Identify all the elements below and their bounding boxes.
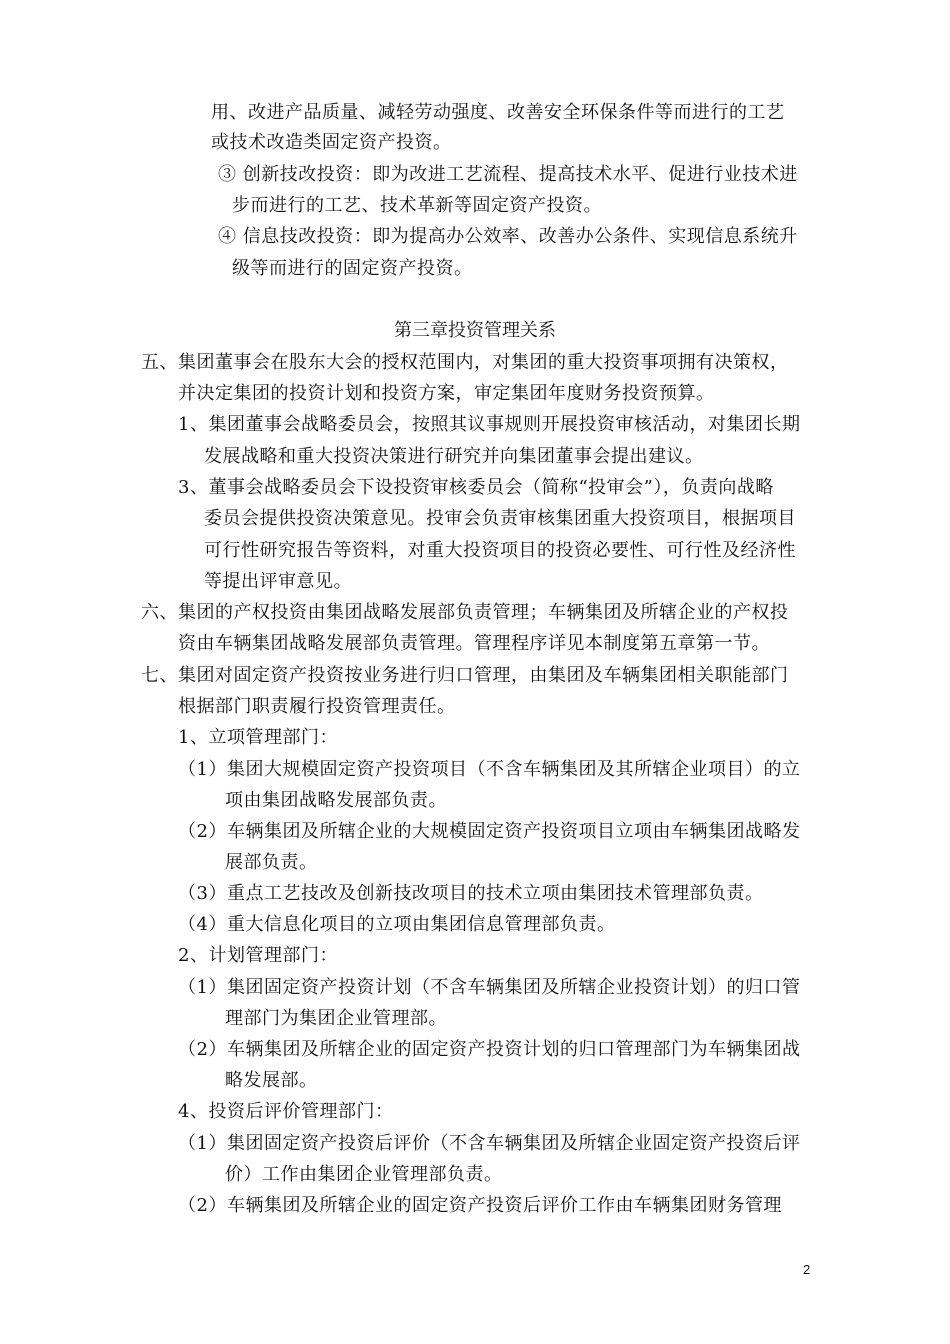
- section-5-item-3-line: 可行性研究报告等资料，对重大投资项目的投资必要性、可行性及经济性: [204, 540, 796, 561]
- subsection-item: 展部负责。: [225, 852, 318, 873]
- list-item-3-line: ③ 创新技改投资：即为改进工艺流程、提高技术水平、促进行业技术进: [218, 164, 798, 185]
- subsection-item: 项由集团战略发展部负责。: [225, 790, 447, 811]
- section-6-line: 资由车辆集团战略发展部负责管理。管理程序详见本制度第五章第一节。: [178, 633, 770, 654]
- list-item-4-line: ④ 信息技改投资：即为提高办公效率、改善办公条件、实现信息系统升: [218, 226, 798, 247]
- subsection-title: 4、投资后评价管理部门：: [178, 1101, 394, 1122]
- section-5-item-1-line: 发展战略和重大投资决策进行研究并向集团董事会提出建议。: [204, 446, 704, 467]
- subsection-item: （2）车辆集团及所辖企业的大规模固定资产投资项目立项由车辆集团战略发: [178, 821, 801, 842]
- section-5-item-3-line: 3、董事会战略委员会下设投资审核委员会（简称“投审会”），负责向战略: [178, 477, 774, 498]
- section-5-line: 并决定集团的投资计划和投资方案，审定集团年度财务投资预算。: [178, 383, 715, 404]
- section-7-line: 根据部门职责履行投资管理责任。: [178, 696, 456, 717]
- subsection-item: （2）车辆集团及所辖企业的固定资产投资后评价工作由车辆集团财务管理: [178, 1195, 782, 1216]
- subsection-item: （1）集团大规模固定资产投资项目（不含车辆集团及其所辖企业项目）的立: [178, 759, 801, 780]
- page-number: 2: [803, 1262, 811, 1277]
- subsection-item: （4）重大信息化项目的立项由集团信息管理部负责。: [178, 914, 616, 935]
- subsection-item: （3）重点工艺技改及创新技改项目的技术立项由集团技术管理部负责。: [178, 883, 764, 904]
- list-item-3-line: 步而进行的工艺、技术革新等固定资产投资。: [232, 195, 602, 216]
- section-5-item-1-line: 1、集团董事会战略委员会，按照其议事规则开展投资审核活动，对集团长期: [178, 414, 801, 435]
- subsection-item: 价）工作由集团企业管理部负责。: [225, 1164, 503, 1185]
- subsection-title: 1、立项管理部门：: [178, 727, 338, 748]
- subsection-item: （2）车辆集团及所辖企业的固定资产投资计划的归口管理部门为车辆集团战: [178, 1039, 801, 1060]
- section-7-line: 七、集团对固定资产投资按业务进行归口管理，由集团及车辆集团相关职能部门: [141, 665, 789, 686]
- section-5-line: 五、集团董事会在股东大会的授权范围内，对集团的重大投资事项拥有决策权，: [141, 352, 789, 373]
- subsection-item: 略发展部。: [225, 1070, 318, 1091]
- subsection-title: 2、计划管理部门：: [178, 945, 338, 966]
- text-line: 或技术改造类固定资产投资。: [211, 132, 452, 153]
- section-6-line: 六、集团的产权投资由集团战略发展部负责管理；车辆集团及所辖企业的产权投: [141, 602, 789, 623]
- subsection-item: （1）集团固定资产投资后评价（不含车辆集团及所辖企业固定资产投资后评: [178, 1133, 801, 1154]
- subsection-item: （1）集团固定资产投资计划（不含车辆集团及所辖企业投资计划）的归口管: [178, 977, 801, 998]
- chapter-title: 第三章投资管理关系: [394, 320, 556, 341]
- text-line: 用、改进产品质量、减轻劳动强度、改善安全环保条件等而进行的工艺: [211, 102, 785, 123]
- section-5-item-3-line: 委员会提供投资决策意见。投审会负责审核集团重大投资项目，根据项目: [204, 508, 796, 529]
- subsection-item: 理部门为集团企业管理部。: [225, 1008, 447, 1029]
- list-item-4-line: 级等而进行的固定资产投资。: [232, 258, 473, 279]
- section-5-item-3-line: 等提出评审意见。: [204, 571, 352, 592]
